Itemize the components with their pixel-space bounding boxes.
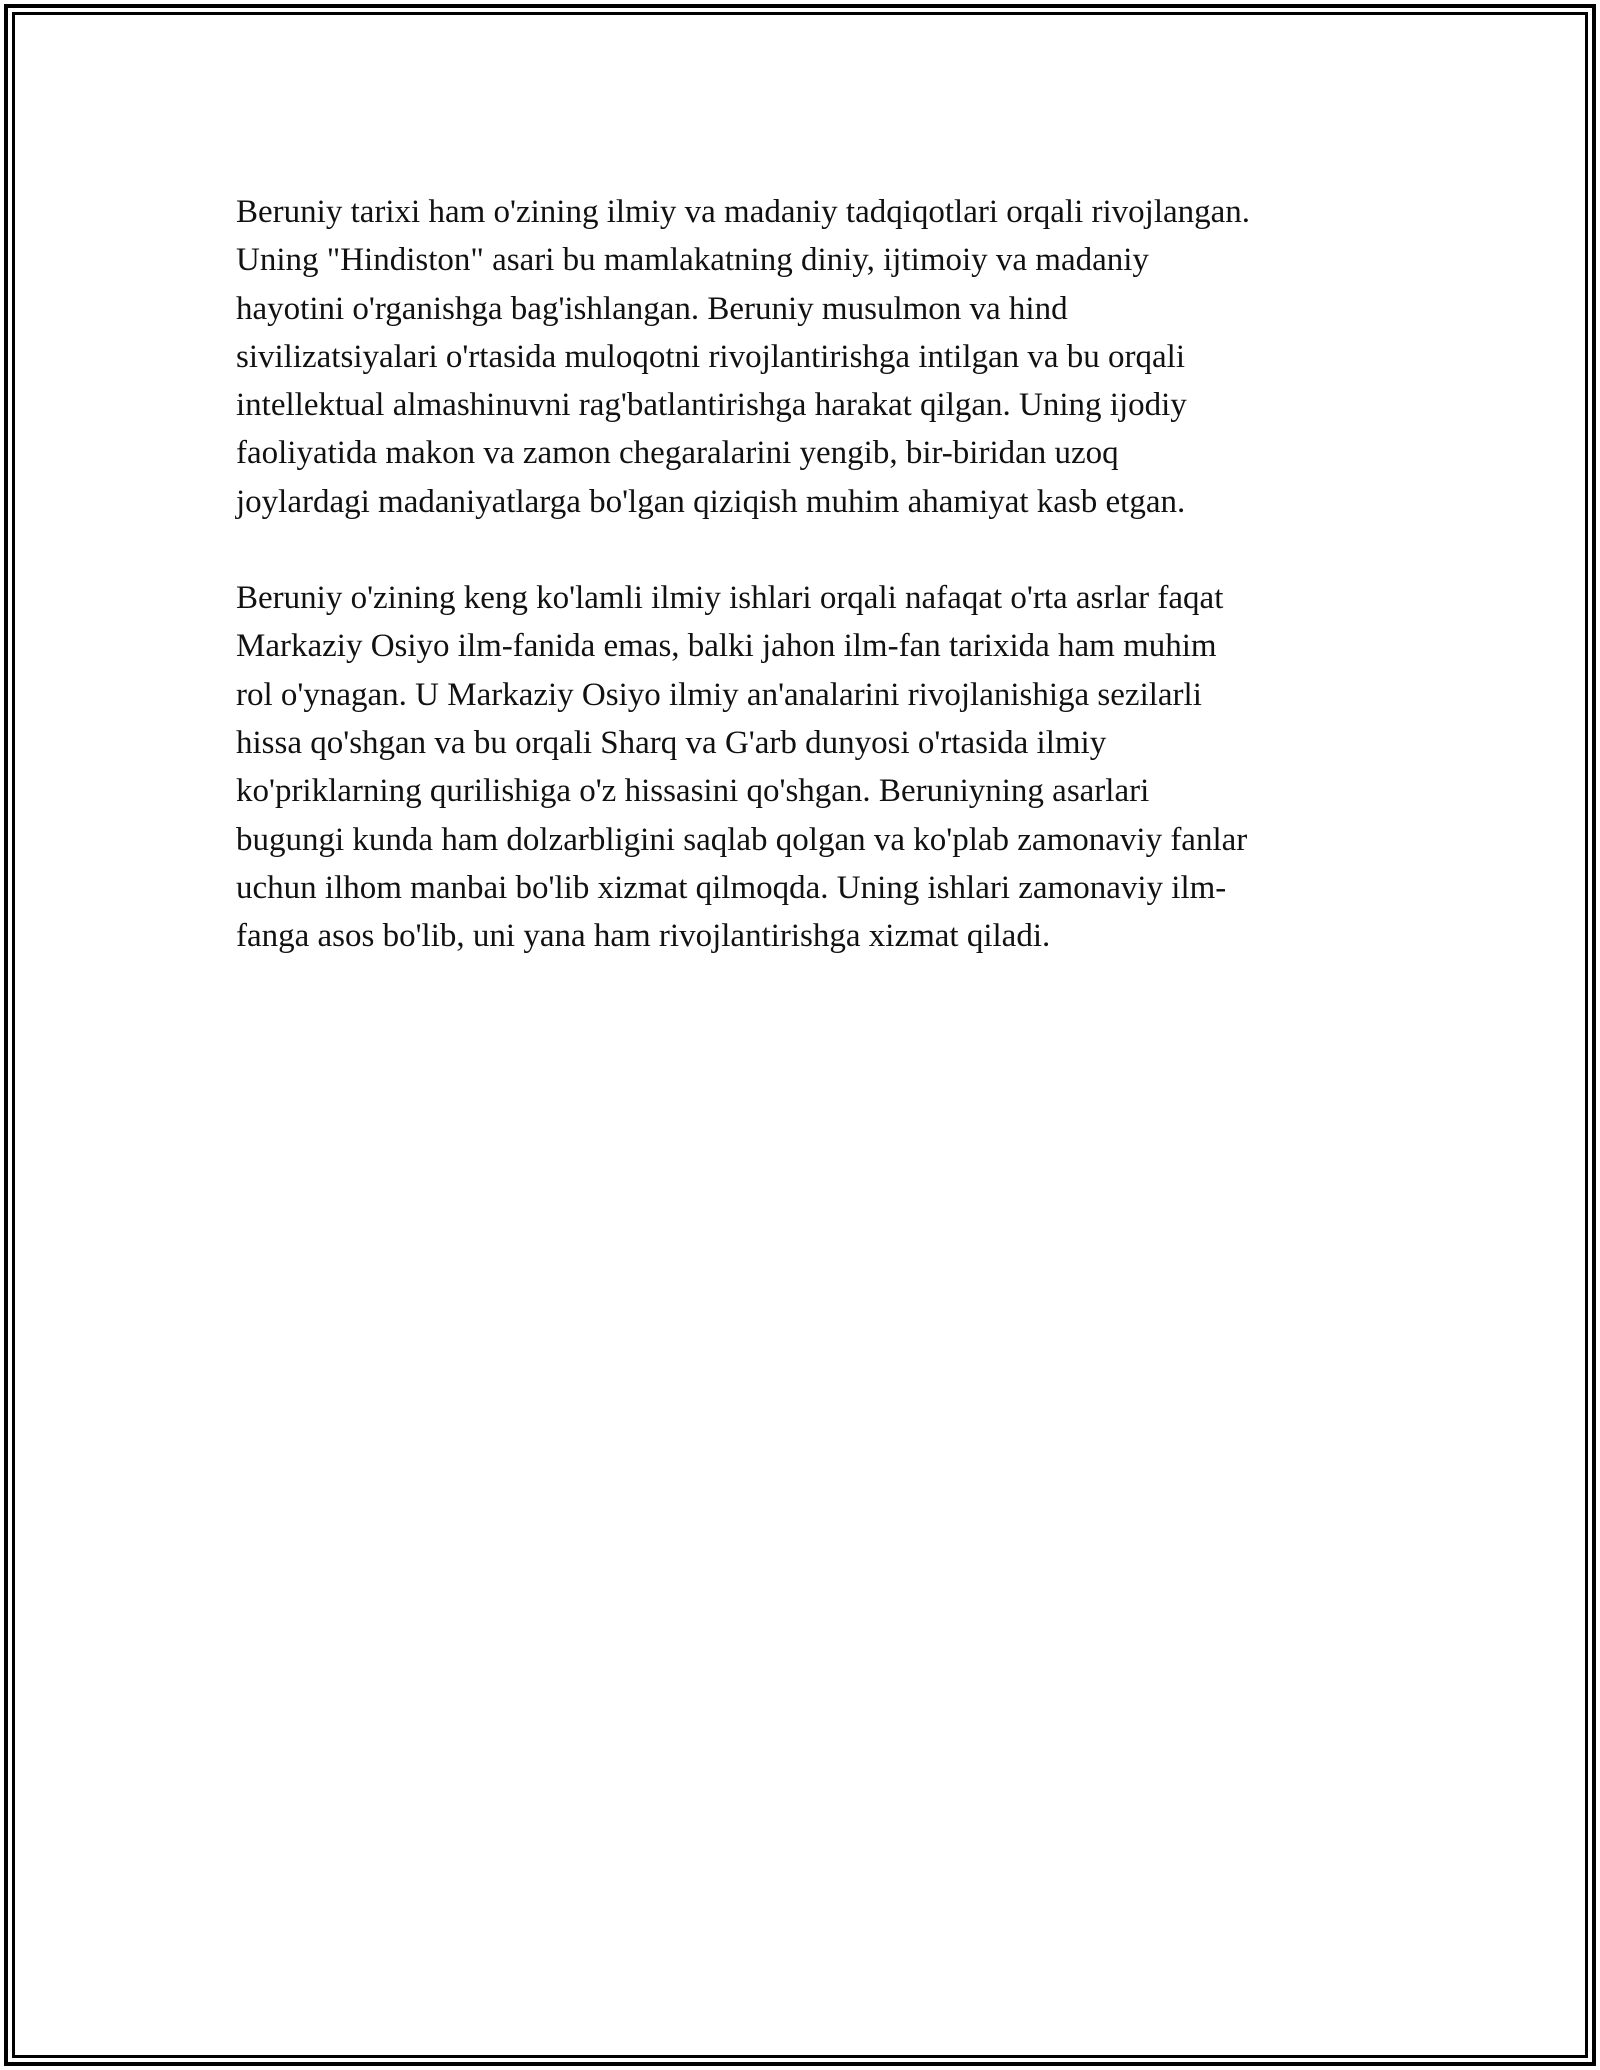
paragraph-1: Beruniy tarixi ham o'zining ilmiy va madaniy tadqiqotlari orqali rivojlangan. Uning "Hindiston" asari bu mamlakatning diniy, ijtimoiy va madaniy hayotini o'rganishga bag'ishlangan. Beruniy musulmon va hind sivilizatsiyalari o'rtasida muloqotni rivojlantirishga intilgan va bu orqali intellektual almashinuvni rag'batlantirishga harakat qilgan. Uning ijodiy faoliyatida makon va zamon chegaralarini yengib, bir-biridan uzoq joylardagi madaniyatlarga bo'lgan qiziqish muhim ahamiyat kasb etgan. — [236, 194, 1251, 520]
document-body — [236, 188, 1376, 1008]
paragraph-2: Beruniy o'zining keng ko'lamli ilmiy ishlari orqali nafaqat o'rta asrlar faqat Markaziy Osiyo ilm-fanida emas, balki jahon ilm-fan tarixida ham muhim rol o'ynagan. U Markaziy Osiyo ilmiy an'analarini rivojlanishiga sezilarli hissa qo'shgan va bu orqali Sharq va G'arb dunyosi o'rtasida ilmiy ko'priklarning qurilishiga o'z hissasini qo'shgan. Beruniyning asarlari bugungi kunda ham dolzarbligini saqlab qolgan va ko'plab zamonaviy fanlar uchun ilhom manbai bo'lib xizmat qilmoqda. Uning ishlari zamonaviy ilm- fanga asos bo'lib, uni yana ham rivojlantirishga xizmat qiladi. — [236, 580, 1248, 955]
